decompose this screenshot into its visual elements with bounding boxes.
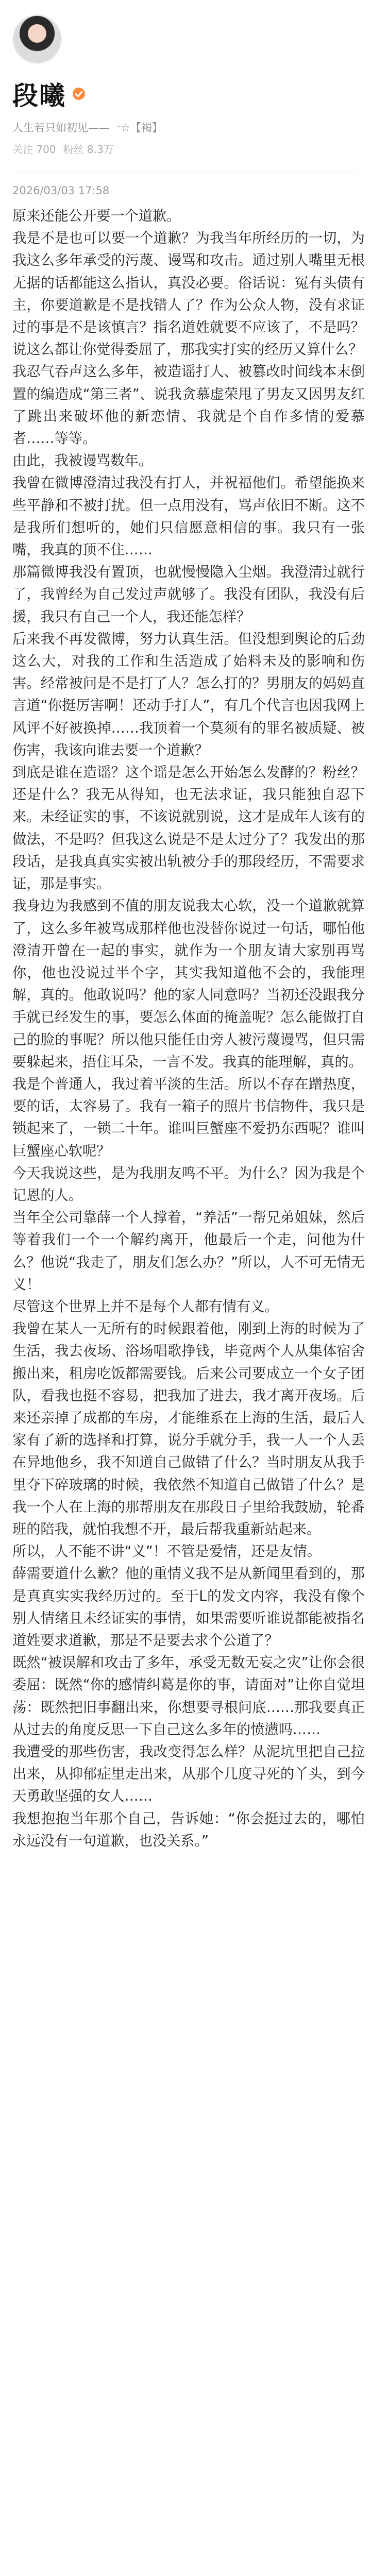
following-count[interactable]: 关注 700 [12, 143, 56, 156]
post-paragraph: 我曾在微博澄清过我没有打人，并祝福他们。希望能换来些平静和不被打扰。但一点用没有，骂声依旧不断。这不是我所们想听的，她们只信愿意相信的事。我只有一张嘴，我真的顶不住…… [12, 475, 365, 558]
post-paragraph: 我遭受的那些伤害，我改变得怎么样？从泥坑里把自己拉出来，从抑郁症里走出来，从那个几度寻死的丫头，到今天勇敢坚强的女人…… [12, 1744, 365, 1805]
profile-name[interactable]: 段曦 [12, 81, 66, 111]
name-row [12, 75, 359, 112]
post-paragraph: 我身边为我感到不值的朋友说我太心软，没一个道歉就算了，这么多年被骂成那样他也没替你说过一句话，哪怕他澄清开曾在一起的事实，就作为一个朋友请大家别再骂你，他也没说过半个字，其实我知道他不会的，我能理解，真的。他敢说吗？他的家人同意吗？当初还没跟我分手就已经发生的事，要怎么体面的掩盖呢？怎么能做打自己的脸的事呢？所以他只能任由旁人被污蔑谩骂，但只需要躲起来，捂住耳朵，一言不发。我真的能理解，真的。 [12, 898, 365, 1070]
follower-count[interactable]: 粉丝 8.3万 [63, 143, 114, 156]
verified-icon [72, 87, 86, 100]
post-paragraph: 后来我不再发微博，努力认真生活。但没想到舆论的后劲这么大，对我的工作和生活造成了始料未及的影响和伤害。经常被问是不是打了人？怎么打的？男朋友的妈妈直言道“你挺厉害啊！还动手打人”，有几个代言也因我网上风评不好被换掉……我顶着一个莫须有的罪名被质疑、被伤害，我该向谁去要一个道歉？ [12, 631, 365, 758]
post-paragraph: 由此，我被谩骂数年。 [12, 453, 153, 469]
post-paragraph: 既然“被误解和攻击了多年，承受无数无妄之灾”让你会很委屈：既然“你的感情纠葛是你的事，请面对”让你自觉坦荡：既然把旧事翻出来，你想要寻根问底……那我要真正从过去的角度反思一下自己这么多年的愤懑吗…… [12, 1655, 365, 1738]
post-paragraph: 那篇微博我没有置顶，也就慢慢隐入尘烟。我澄清过就行了，我曾经为自己发过声就够了。我没有团队，我没有后援，我只有自己一个人，我还能怎样？ [12, 564, 365, 625]
post-body [0, 205, 371, 1852]
post-paragraph: 我曾在某人一无所有的时候跟着他，刚到上海的时候为了生活，我去夜场、浴场唱歌挣钱，毕竟两个人从集体宿舍搬出来，租房吃饭都需要钱。后来公司要成立一个女子团队，看我也挺不容易，把我加了进去，我才离开夜场。后来还亲掉了成都的车房，才能维系在上海的生活，最后人家有了新的选择和打算，说分手就分手，我一人一个人丢在异地他乡，我不知道自己做错了什么？当时朋友从我手里夺下碎玻璃的时候，我依然不知道自己做错了什么？是我一个人在上海的那帮朋友在那段日子里给我鼓励，轮番班的陪我，就怕我想不开，最后帮我重新站起来。 [12, 1321, 365, 1537]
post-paragraph: 尽管这个世界上并不是每个人都有情有义。 [12, 1298, 279, 1315]
profile-bio: 人生若只如初见——一☆【褐】 [12, 122, 163, 134]
post-paragraph: 薛需要道什么歉？他的重情义我不是从新闻里看到的，那是真真实实我经历过的。至于L的发文内容，我没有像个别人情绪且未经证实的事情，如果需要听谁说都能被指名道姓要求道歉，那是不是要去求个公道了？ [12, 1566, 365, 1649]
post-paragraph: 原来还能公开要一个道歉。 [12, 208, 181, 224]
post-paragraph: 今天我说这些，是为我朋友鸣不平。为什么？因为我是个记恩的人。 [12, 1165, 365, 1204]
profile-stats [12, 141, 359, 156]
post-paragraph: 所以，人不能不讲“义”！不管是爱情，还是友情。 [12, 1544, 322, 1560]
post-paragraph: 我想抱抱当年那个自己，告诉她：“你会挺过去的，哪怕永远没有一句道歉，也没关系。” [12, 1810, 365, 1849]
post-paragraph: 我是不是也可以要一个道歉？为我当年所经历的一切，为我这么多年承受的污蔑、谩骂和攻击。通过别人嘴里无根无据的话都能这么指认，真没必要。俗话说：冤有头债有主，你要道歉是不是找错人了？作为公众人物，没有求证过的事是不是该慎言？指名道姓就要不应该了，不是吗？说这么都让你觉得委屈了，那我实打实的经历又算什么？ [12, 230, 365, 358]
post-paragraph: 我忍气吞声这么多年，被造谣打人、被篡改时间线本末倒置的编造成“第三者”、说我贪慕虚荣甩了男友又因男友红了跳出来破坏他的新恋情、我就是个自作多情的爱慕者……等等。 [12, 364, 365, 447]
avatar[interactable] [12, 14, 62, 64]
post-paragraph: 到底是谁在造谣？这个谣是怎么开始怎么发酵的？粉丝？还是什么？我无从得知，也无法求证，我只能独自忍下来。未经证实的事，不该说就别说，这才是成年人该有的做法，不是吗？但我这么说是不是太过分了？我发出的那段话，是我真真实实被出轨被分手的那段经历，不需要求证，那是事实。 [12, 765, 365, 892]
post-paragraph: 当年全公司靠薛一个人撑着，“养活”一帮兄弟姐妹，然后等着我们一个一个解约离开，他最后一个走，问他为什么？他说“我走了，朋友们怎么办？”所以，人不可无情无义！ [12, 1210, 365, 1293]
post-timestamp: 2026/03/03 17:58 [12, 184, 110, 197]
profile-header [0, 0, 371, 165]
post-paragraph: 我是个普通人，我过着平淡的生活。所以不存在蹭热度，要的话，太容易了。我有一箱子的照片书信物件，我只是锁起来了，一锁二十年。谁叫巨蟹座不爱扔东西呢？谁叫巨蟹座心软呢？ [12, 1076, 365, 1159]
